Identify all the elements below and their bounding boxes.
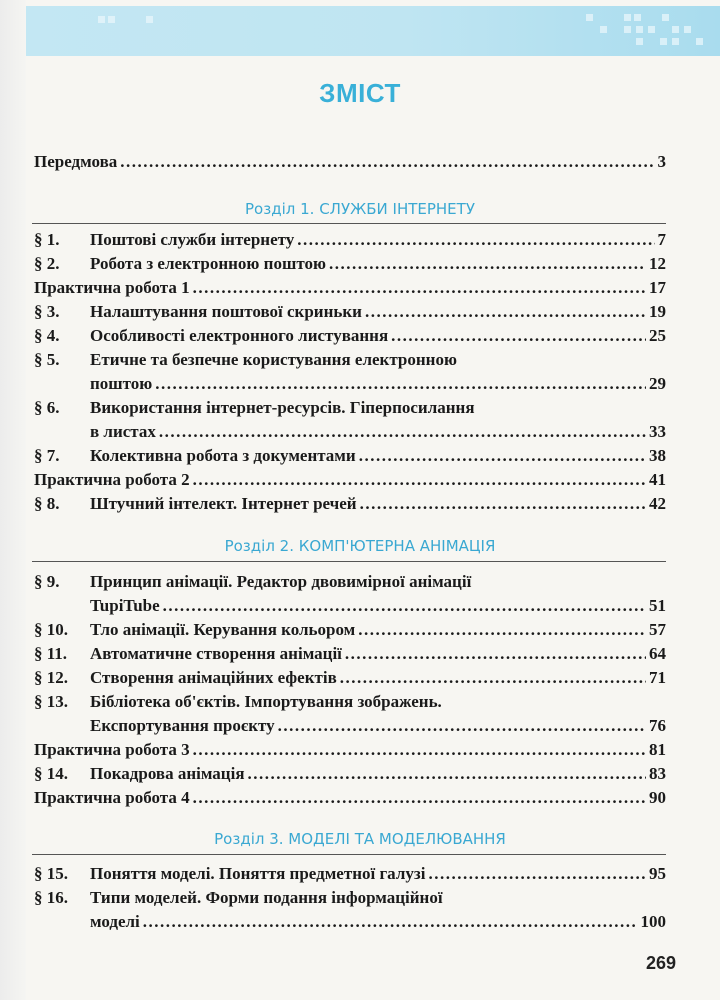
- toc-entry-number: § 8.: [34, 494, 60, 513]
- toc-entry-page: 90: [649, 788, 666, 807]
- toc-entry-label-line1: Типи моделей. Форми подання інформаційної: [90, 888, 443, 907]
- toc-entry-multiline[interactable]: [34, 396, 666, 420]
- toc-entry-label: Поняття моделі. Поняття предметної галузі: [90, 864, 426, 883]
- leader-dots: [340, 666, 646, 690]
- toc-entry-label: Поштові служби інтернету: [90, 230, 295, 249]
- section-3-rule: [32, 854, 666, 855]
- toc-entry[interactable]: [34, 666, 666, 690]
- toc-entry[interactable]: [34, 642, 666, 666]
- toc-entry-label-line1: Етичне та безпечне користування електронною: [90, 350, 457, 369]
- toc-entry-label: Передмова: [34, 152, 118, 171]
- page-gutter: [0, 0, 26, 1000]
- leader-dots: [163, 594, 646, 618]
- toc-entry-number: § 12.: [34, 668, 68, 687]
- toc-entry-number: § 10.: [34, 620, 68, 639]
- toc-entry[interactable]: [34, 444, 666, 468]
- toc-entry-continuation[interactable]: [34, 910, 666, 934]
- toc-entry-practical[interactable]: [34, 468, 666, 492]
- toc-entry-number: § 3.: [34, 302, 60, 321]
- toc-entry[interactable]: [34, 324, 666, 348]
- toc-entry-label: Колективна робота з документами: [90, 446, 356, 465]
- toc-entry-label: Тло анімації. Керування кольором: [90, 620, 356, 639]
- leader-dots: [193, 738, 646, 762]
- toc-entry-practical[interactable]: [34, 276, 666, 300]
- leader-dots: [248, 762, 646, 786]
- toc-entry-number: § 16.: [34, 888, 68, 907]
- leader-dots: [329, 252, 646, 276]
- toc-entry-label: Створення анімаційних ефектів: [90, 668, 337, 687]
- toc-entry-page: 3: [657, 152, 666, 171]
- toc-entry-label: Покадрова анімація: [90, 764, 245, 783]
- leader-dots: [359, 444, 646, 468]
- toc-entry-page: 76: [649, 716, 666, 735]
- toc-entry-page: 17: [649, 278, 666, 297]
- toc-entry-continuation[interactable]: [34, 420, 666, 444]
- toc-entry-multiline[interactable]: [34, 348, 666, 372]
- toc-entry-label-line1: Принцип анімації. Редактор двовимірної анімації: [90, 572, 472, 591]
- leader-dots: [278, 714, 646, 738]
- toc-entry-label: Практична робота 2: [34, 470, 190, 489]
- toc-entry-label-line1: Бібліотека об'єктів. Імпортування зображень.: [90, 692, 442, 711]
- leader-dots: [391, 324, 646, 348]
- toc-entry-number: § 2.: [34, 254, 60, 273]
- toc-entry-practical[interactable]: [34, 738, 666, 762]
- toc-entry-page: 42: [649, 494, 666, 513]
- toc-entry-page: 57: [649, 620, 666, 639]
- toc-entry-multiline[interactable]: [34, 570, 666, 594]
- leader-dots: [159, 420, 646, 444]
- toc-entry[interactable]: [34, 762, 666, 786]
- leader-dots: [428, 862, 646, 886]
- toc-entry-page: 64: [649, 644, 666, 663]
- leader-dots: [120, 150, 654, 174]
- toc-entry-page: 7: [657, 230, 666, 249]
- toc-entry-page: 25: [649, 326, 666, 345]
- leader-dots: [360, 492, 646, 516]
- toc-entry-page: 95: [649, 864, 666, 883]
- page-number: 269: [645, 953, 676, 973]
- toc-entry-label: в листах: [90, 422, 156, 441]
- toc-entry[interactable]: [34, 492, 666, 516]
- page-title: ЗМІСТ: [319, 78, 401, 108]
- toc-entry-label: Практична робота 4: [34, 788, 190, 807]
- leader-dots: [193, 786, 646, 810]
- leader-dots: [297, 228, 654, 252]
- toc-entry-number: § 15.: [34, 864, 68, 883]
- header-banner: [26, 6, 720, 56]
- toc-entry-label: Практична робота 1: [34, 278, 190, 297]
- toc-entry-page: 38: [649, 446, 666, 465]
- toc-entry-number: § 6.: [34, 398, 60, 417]
- section-3-title: Розділ 3. МОДЕЛІ ТА МОДЕЛЮВАННЯ: [214, 830, 506, 848]
- leader-dots: [365, 300, 646, 324]
- toc-entry-label: Налаштування поштової скриньки: [90, 302, 362, 321]
- section-2-title: Розділ 2. КОМП'ЮТЕРНА АНІМАЦІЯ: [224, 537, 496, 555]
- toc-entry-continuation[interactable]: [34, 714, 666, 738]
- toc-entry-label: TupiTube: [90, 596, 160, 615]
- toc-entry-label: Штучний інтелект. Інтернет речей: [90, 494, 357, 513]
- toc-entry-page: 51: [649, 596, 666, 615]
- toc-preface[interactable]: [34, 150, 666, 174]
- toc-entry-number: § 7.: [34, 446, 60, 465]
- toc-entry-number: § 14.: [34, 764, 68, 783]
- toc-entry[interactable]: [34, 300, 666, 324]
- toc-entry-continuation[interactable]: [34, 372, 666, 396]
- toc-entry-page: 41: [649, 470, 666, 489]
- toc-entry[interactable]: [34, 862, 666, 886]
- toc-entry-page: 100: [640, 912, 666, 931]
- toc-entry-label: Практична робота 3: [34, 740, 190, 759]
- toc-entry-number: § 1.: [34, 230, 60, 249]
- toc-entry-number: § 5.: [34, 350, 60, 369]
- leader-dots: [143, 910, 638, 934]
- toc-entry[interactable]: [34, 618, 666, 642]
- toc-entry-label: Експортування проєкту: [90, 716, 275, 735]
- section-1-rule: [32, 223, 666, 224]
- toc-entry-number: § 4.: [34, 326, 60, 345]
- toc-entry-number: § 9.: [34, 572, 60, 591]
- leader-dots: [193, 468, 646, 492]
- toc-entry-page: 19: [649, 302, 666, 321]
- toc-entry-page: 29: [649, 374, 666, 393]
- toc-entry-number: § 11.: [34, 644, 68, 663]
- toc-entry-label: Особливості електронного листування: [90, 326, 389, 345]
- toc-entry-multiline[interactable]: [34, 690, 666, 714]
- toc-entry-page: 81: [649, 740, 666, 759]
- section-2-rule: [32, 561, 666, 562]
- toc-entry-label: Автоматичне створення анімації: [90, 644, 342, 663]
- toc-entry-label-line1: Використання інтернет-ресурсів. Гіперпосилання: [90, 398, 475, 417]
- toc-entry[interactable]: [34, 228, 666, 252]
- toc-entry-label: Робота з електронною поштою: [90, 254, 326, 273]
- toc-entry-continuation[interactable]: [34, 594, 666, 618]
- toc-entry-label: поштою: [90, 374, 153, 393]
- toc-entry-page: 83: [649, 764, 666, 783]
- toc-entry-practical[interactable]: [34, 786, 666, 810]
- toc-entry-page: 12: [649, 254, 666, 273]
- leader-dots: [345, 642, 646, 666]
- toc-entry-label: моделі: [90, 912, 140, 931]
- toc-entry[interactable]: [34, 252, 666, 276]
- leader-dots: [193, 276, 646, 300]
- section-1-title: Розділ 1. СЛУЖБИ ІНТЕРНЕТУ: [245, 200, 475, 218]
- toc-entry-page: 33: [649, 422, 666, 441]
- toc-entry-page: 71: [649, 668, 666, 687]
- toc-entry-multiline[interactable]: [34, 886, 666, 910]
- leader-dots: [358, 618, 646, 642]
- toc-entry-number: § 13.: [34, 692, 68, 711]
- leader-dots: [155, 372, 646, 396]
